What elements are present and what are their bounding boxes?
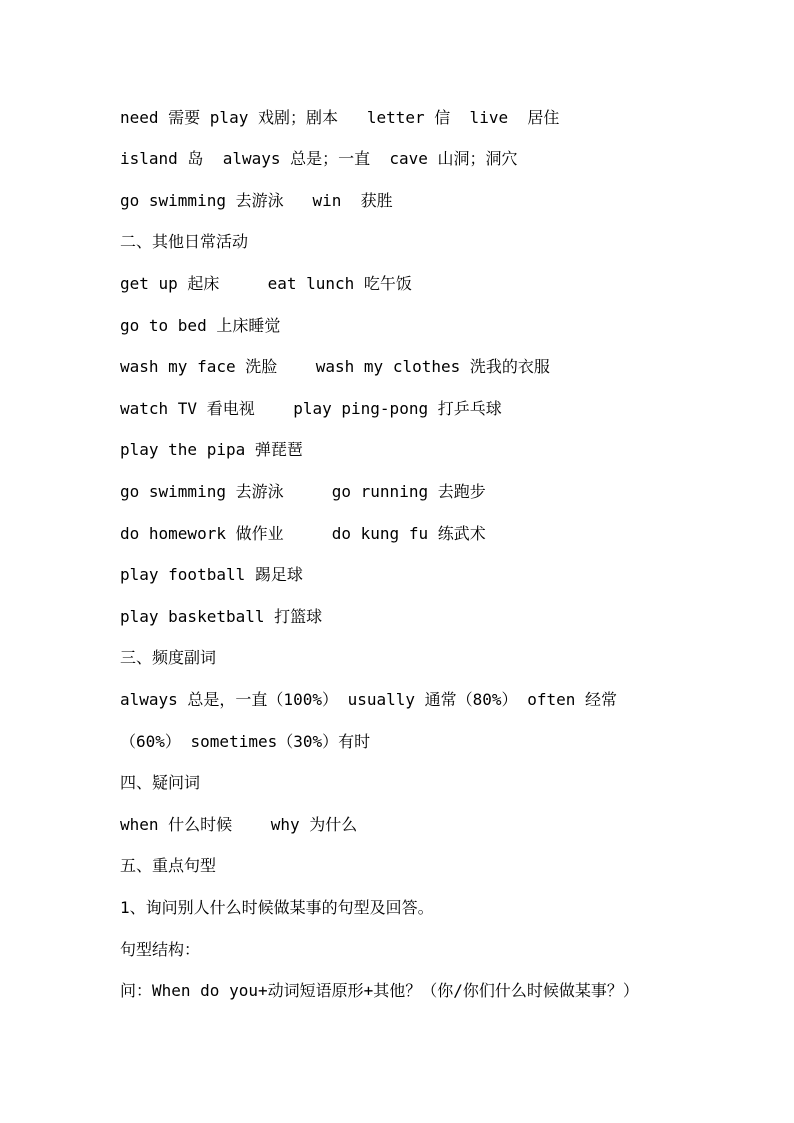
vocab-line-3: go swimming 去游泳 win 获胜 (120, 191, 393, 210)
activity-line-8: play football 踢足球 (120, 565, 303, 584)
activity-line-3: wash my face 洗脸 wash my clothes 洗我的衣服 (120, 357, 550, 376)
vocab-line-2: island 岛 always 总是；一直 cave 山洞；洞穴 (120, 149, 518, 168)
section-heading-frequency-adverbs: 三、频度副词 (120, 648, 217, 667)
section-heading-question-words: 四、疑问词 (120, 773, 201, 792)
activity-line-7: do homework 做作业 do kung fu 练武术 (120, 524, 486, 543)
activity-line-1: get up 起床 eat lunch 吃午饭 (120, 274, 412, 293)
sentence-structure-label: 句型结构： (120, 940, 201, 959)
activity-line-2: go to bed 上床睡觉 (120, 316, 281, 335)
vocab-line-1: need 需要 play 戏剧；剧本 letter 信 live 居住 (120, 108, 560, 127)
frequency-line-2: （60%） sometimes（30%）有时 (120, 732, 371, 751)
activity-line-5: play the pipa 弹琵琶 (120, 440, 303, 459)
activity-line-4: watch TV 看电视 play ping-pong 打乒乓球 (120, 399, 502, 418)
frequency-line-1: always 总是，一直（100%） usually 通常（80%） often 经常 (120, 690, 617, 709)
section-heading-key-sentences: 五、重点句型 (120, 856, 217, 875)
question-pattern-line: 问：When do you+动词短语原形+其他？（你/你们什么时候做某事？） (120, 981, 639, 1000)
section-heading-daily-activities: 二、其他日常活动 (120, 232, 249, 251)
key-sentence-item-1: 1、询问别人什么时候做某事的句型及回答。 (120, 898, 434, 917)
question-words-line: when 什么时候 why 为什么 (120, 815, 358, 834)
activity-line-6: go swimming 去游泳 go running 去跑步 (120, 482, 486, 501)
activity-line-9: play basketball 打篮球 (120, 607, 323, 626)
